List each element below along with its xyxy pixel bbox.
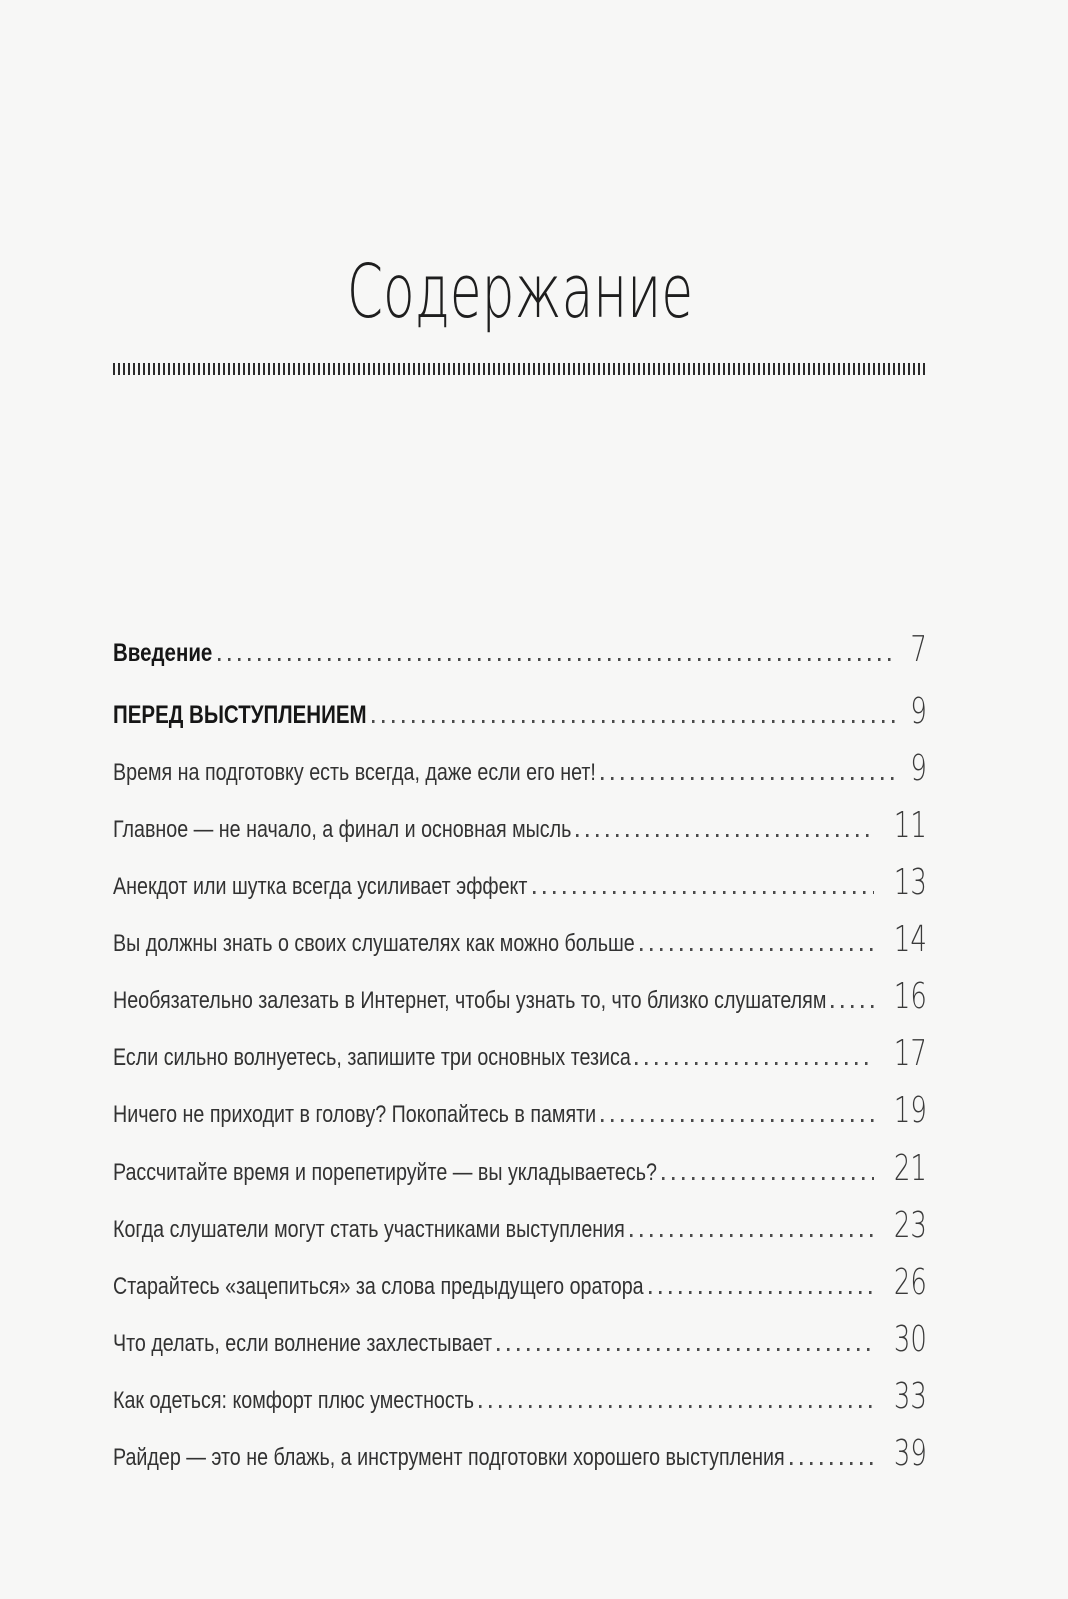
toc-dot-leader <box>662 1177 874 1180</box>
toc-row <box>113 629 927 672</box>
toc-entry-label: Вы должны знать о своих слушателях как можно больше <box>113 930 635 958</box>
toc-row <box>113 1147 927 1190</box>
toc-row <box>113 805 927 847</box>
toc-entry-label: Рассчитайте время и порепетируйте — вы укладываетесь? <box>113 1158 657 1186</box>
toc-page-number: 17 <box>894 1033 927 1075</box>
toc-page-number: 33 <box>894 1375 927 1417</box>
toc-row <box>113 976 927 1018</box>
toc-dot-leader <box>601 777 897 780</box>
toc-entry-label: ПЕРЕД ВЫСТУПЛЕНИЕМ <box>113 700 367 729</box>
toc-page-number: 11 <box>894 805 927 847</box>
toc-page-number: 39 <box>894 1432 927 1474</box>
toc-row <box>113 1204 927 1247</box>
toc-row <box>113 1261 927 1304</box>
tick-rule-divider <box>113 363 927 375</box>
toc-dot-leader <box>218 658 898 661</box>
toc-entry-label: Время на подготовку есть всегда, даже если его нет! <box>113 759 596 786</box>
toc-row <box>113 862 927 904</box>
toc-page-number: 14 <box>894 919 927 961</box>
toc-page-number: 9 <box>910 748 927 789</box>
toc-dot-leader <box>497 1348 874 1351</box>
toc-entry-label: Ничего не приходит в голову? Покопайтесь в памяти <box>113 1101 597 1129</box>
toc-row <box>113 748 927 790</box>
toc-page-number: 13 <box>894 862 927 904</box>
toc-page-number: 23 <box>894 1204 927 1246</box>
toc-row <box>113 1375 927 1418</box>
toc-dot-leader <box>630 1234 874 1237</box>
toc-entry-label: Введение <box>113 639 213 667</box>
toc-page-number: 30 <box>894 1318 927 1360</box>
toc-row <box>113 690 927 734</box>
toc-dot-leader <box>576 834 874 837</box>
toc-page-number: 16 <box>894 976 927 1018</box>
toc-dot-leader <box>640 948 874 951</box>
toc-dot-leader <box>790 1462 875 1465</box>
toc-page-number: 9 <box>910 690 927 732</box>
toc-entry-label: Как одеться: комфорт плюс уместность <box>113 1386 474 1414</box>
toc-entry-label: Анекдот или шутка всегда усиливает эффект <box>113 873 528 901</box>
toc-entry-label: Старайтесь «зацепиться» за слова предыдущего оратора <box>113 1272 644 1300</box>
toc-page-number: 19 <box>894 1090 927 1132</box>
toc-entry-label: Если сильно волнуетесь, запишите три основных тезиса <box>113 1044 631 1072</box>
toc-page-number: 7 <box>910 629 927 670</box>
page-title: Содержание <box>346 249 694 335</box>
toc-entry-label: Когда слушатели могут стать участниками выступления <box>113 1215 625 1243</box>
toc-dot-leader <box>831 1005 874 1008</box>
toc-dot-leader <box>533 891 874 894</box>
toc-row <box>113 1033 927 1075</box>
toc-page-number: 21 <box>894 1147 927 1189</box>
toc-row <box>113 1090 927 1132</box>
toc-dot-leader <box>649 1291 874 1294</box>
toc-dot-leader <box>372 720 897 723</box>
toc-entry-label: Что делать, если волнение захлестывает <box>113 1329 493 1357</box>
toc-page-number: 26 <box>894 1261 927 1303</box>
toc-row <box>113 919 927 961</box>
toc-entry-label: Необязательно залезать в Интернет, чтобы узнать то, что близко слушателям <box>113 987 827 1015</box>
toc-dot-leader <box>601 1119 874 1122</box>
toc-row <box>113 1432 927 1475</box>
toc-dot-leader <box>479 1405 874 1408</box>
toc-entry-label: Главное — не начало, а финал и основная мысль <box>113 816 572 844</box>
toc-list <box>113 629 927 1493</box>
toc-row <box>113 1318 927 1361</box>
toc-entry-label: Райдер — это не блажь, а инструмент подготовки хорошего выступления <box>113 1443 785 1471</box>
toc-dot-leader <box>635 1062 874 1065</box>
